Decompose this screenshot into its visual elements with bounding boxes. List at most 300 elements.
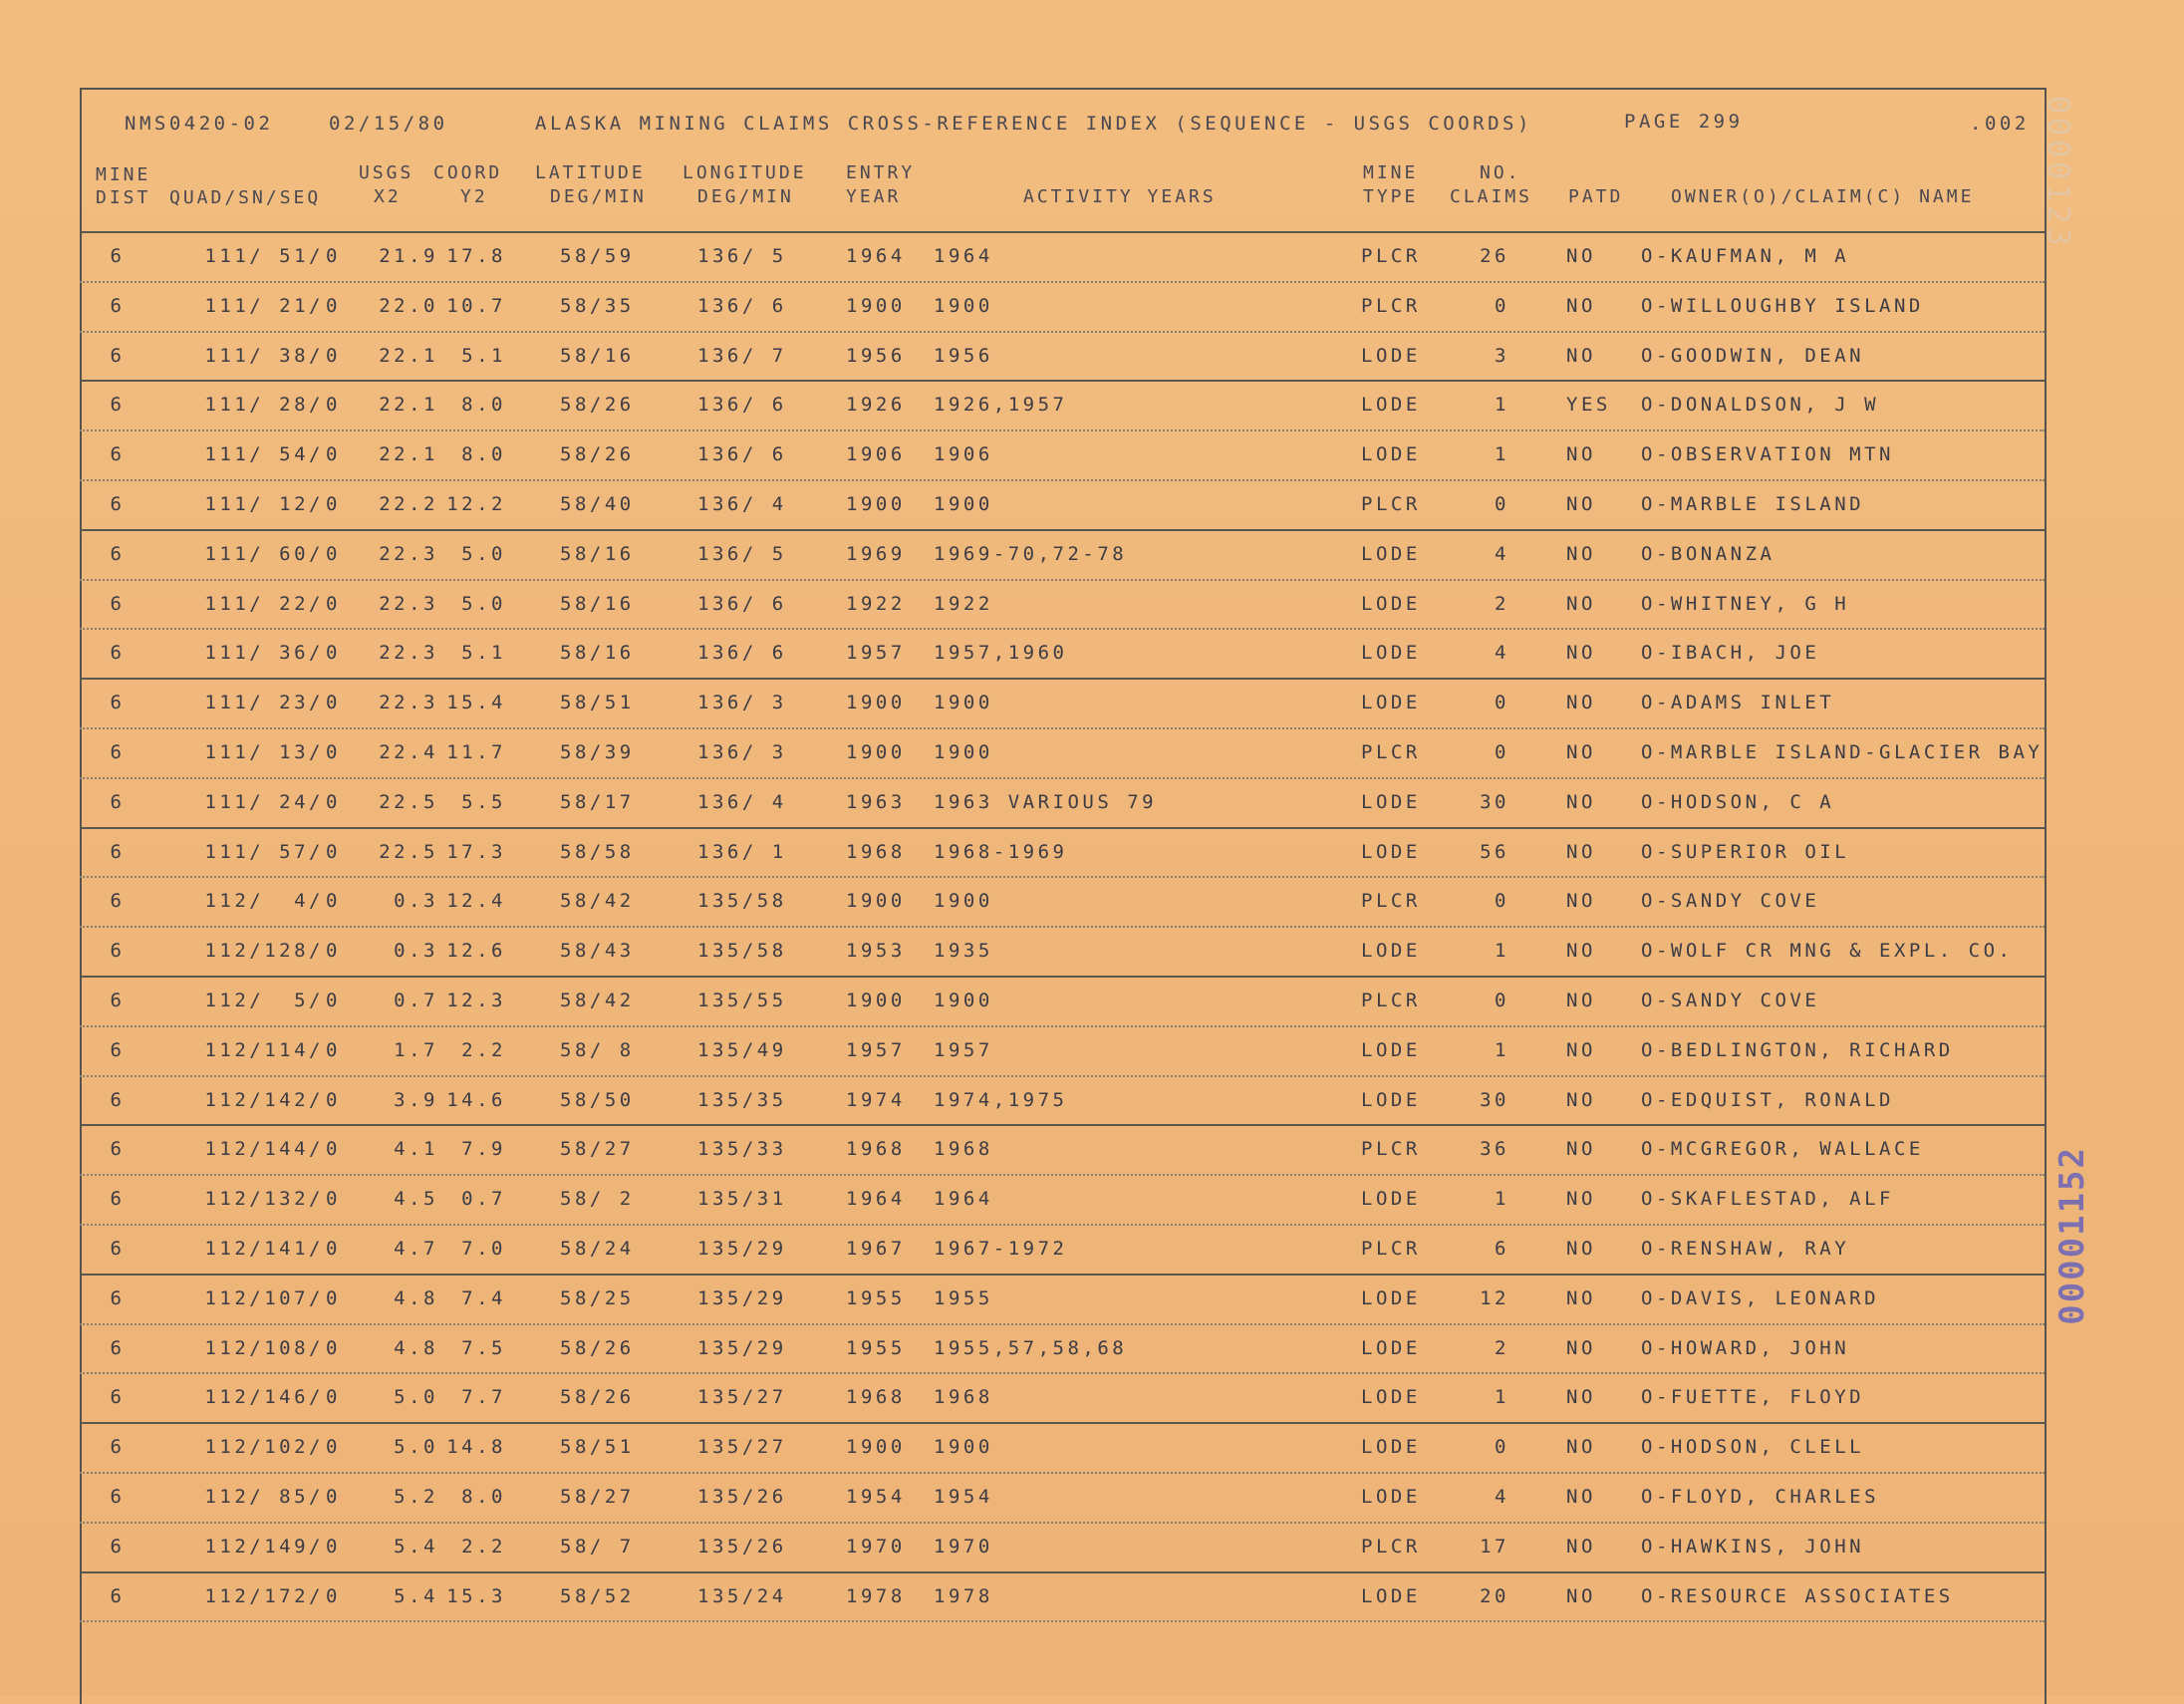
cell-type: PLCR [1361, 1238, 1421, 1260]
cell-lon: 136/ 3 [697, 741, 787, 763]
cell-entry: 1964 [846, 245, 906, 267]
cell-owner: O-KAUFMAN, M A [1641, 245, 1850, 267]
cell-patd: NO [1566, 990, 1596, 1011]
table-row [0, 333, 2184, 383]
cell-type: LODE [1361, 840, 1421, 863]
cell-dist: 6 [110, 542, 126, 565]
cell-owner: O-RENSHAW, RAY [1641, 1238, 1850, 1260]
cell-claims: 0 [1495, 294, 1509, 317]
cell-y2: 12.3 [446, 990, 506, 1011]
cell-lat: 58/51 [560, 692, 635, 714]
cell-type: PLCR [1361, 1138, 1421, 1161]
cell-lat: 58/26 [560, 1336, 635, 1359]
cell-entry: 1968 [846, 840, 906, 863]
cell-lon: 135/27 [697, 1436, 787, 1459]
cell-entry: 1955 [846, 1286, 906, 1309]
cell-type: LODE [1361, 344, 1421, 367]
cell-dist: 6 [110, 642, 126, 665]
cell-y2: 14.6 [446, 1088, 506, 1111]
cell-lon: 135/26 [697, 1486, 787, 1508]
cell-entry: 1957 [846, 1038, 906, 1061]
cell-owner: O-WILLOUGHBY ISLAND [1641, 294, 1924, 317]
report-code: .002 [1970, 113, 2030, 135]
cell-lat: 58/51 [560, 1436, 635, 1459]
col-x2: X2 [374, 186, 402, 207]
cell-lat: 58/50 [560, 1088, 635, 1111]
cell-entry: 1968 [846, 1386, 906, 1409]
cell-activity: 1954 [934, 1486, 993, 1508]
cell-entry: 1900 [846, 890, 906, 913]
cell-patd: NO [1566, 542, 1596, 565]
cell-lon: 136/ 4 [697, 493, 787, 515]
cell-owner: O-SUPERIOR OIL [1641, 840, 1850, 863]
cell-claims: 1 [1495, 443, 1509, 466]
cell-activity: 1906 [934, 443, 993, 466]
cell-type: LODE [1361, 940, 1421, 963]
cell-seq: 0 [326, 1336, 341, 1359]
cell-seq: 0 [326, 1584, 341, 1607]
cell-seq: 0 [326, 741, 341, 763]
cell-dist: 6 [110, 840, 126, 863]
col-latitude: LATITUDE [535, 162, 646, 183]
cell-lon: 136/ 6 [697, 294, 787, 317]
cell-entry: 1900 [846, 294, 906, 317]
cell-x2: 21.9 [379, 245, 438, 267]
cell-type: PLCR [1361, 294, 1421, 317]
cell-owner: O-HODSON, C A [1641, 790, 1835, 813]
cell-entry: 1954 [846, 1486, 906, 1508]
cell-activity: 1900 [934, 741, 993, 763]
cell-patd: NO [1566, 940, 1596, 963]
cell-type: LODE [1361, 1436, 1421, 1459]
cell-dist: 6 [110, 790, 126, 813]
cell-seq: 0 [326, 1436, 341, 1459]
cell-claims: 30 [1480, 790, 1509, 813]
col-coord: COORD [433, 162, 503, 183]
cell-dist: 6 [110, 1138, 126, 1161]
table-row [0, 1027, 2184, 1077]
cell-lon: 136/ 3 [697, 692, 787, 714]
cell-claims: 36 [1480, 1138, 1509, 1161]
cell-y2: 15.4 [446, 692, 506, 714]
cell-x2: 4.8 [394, 1286, 438, 1309]
table-row [0, 878, 2184, 928]
cell-quad: 111/ 24/ [204, 790, 324, 813]
cell-seq: 0 [326, 1238, 341, 1260]
cell-quad: 112/ 85/ [204, 1486, 324, 1508]
cell-y2: 12.2 [446, 493, 506, 515]
cell-y2: 5.1 [461, 642, 506, 665]
cell-type: PLCR [1361, 741, 1421, 763]
cell-x2: 0.3 [394, 890, 438, 913]
row-rule [80, 1620, 2045, 1622]
cell-x2: 22.3 [379, 542, 438, 565]
col-claims-1: NO. [1480, 162, 1521, 183]
cell-seq: 0 [326, 1486, 341, 1508]
cell-lon: 135/27 [697, 1386, 787, 1409]
table-row [0, 829, 2184, 879]
col-patd: PATD [1568, 186, 1624, 207]
cell-dist: 6 [110, 890, 126, 913]
cell-activity: 1922 [934, 592, 993, 615]
cell-owner: O-EDQUIST, RONALD [1641, 1088, 1894, 1111]
cell-entry: 1964 [846, 1188, 906, 1211]
table-row [0, 382, 2184, 431]
cell-x2: 0.3 [394, 940, 438, 963]
cell-lat: 58/59 [560, 245, 635, 267]
cell-x2: 1.7 [394, 1038, 438, 1061]
cell-y2: 7.7 [461, 1386, 506, 1409]
cell-lat: 58/17 [560, 790, 635, 813]
cell-quad: 112/142/ [204, 1088, 324, 1111]
cell-seq: 0 [326, 394, 341, 417]
cell-owner: O-HOWARD, JOHN [1641, 1336, 1850, 1359]
cell-x2: 22.1 [379, 394, 438, 417]
cell-owner: O-IBACH, JOE [1641, 642, 1820, 665]
cell-dist: 6 [110, 344, 126, 367]
col-quad: QUAD/SN/SEQ [169, 187, 322, 208]
cell-patd: NO [1566, 790, 1596, 813]
cell-entry: 1963 [846, 790, 906, 813]
cell-dist: 6 [110, 1286, 126, 1309]
cell-dist: 6 [110, 1188, 126, 1211]
cell-seq: 0 [326, 592, 341, 615]
col-mine-type-1: MINE [1363, 162, 1419, 183]
cell-x2: 22.2 [379, 493, 438, 515]
cell-dist: 6 [110, 245, 126, 267]
cell-activity: 1926,1957 [934, 394, 1068, 417]
cell-activity: 1900 [934, 990, 993, 1011]
col-mine-dist-2: DIST [96, 187, 151, 208]
cell-owner: O-SANDY COVE [1641, 990, 1820, 1011]
cell-patd: NO [1566, 1535, 1596, 1558]
page-number-stamp: 00001152 [2052, 1146, 2092, 1325]
table-row [0, 1176, 2184, 1226]
cell-seq: 0 [326, 1038, 341, 1061]
cell-quad: 111/ 13/ [204, 741, 324, 763]
cell-y2: 12.4 [446, 890, 506, 913]
cell-dist: 6 [110, 1436, 126, 1459]
table-row [0, 729, 2184, 779]
cell-quad: 111/ 60/ [204, 542, 324, 565]
cell-dist: 6 [110, 1238, 126, 1260]
cell-activity: 1968 [934, 1386, 993, 1409]
cell-claims: 2 [1495, 1336, 1509, 1359]
cell-y2: 15.3 [446, 1584, 506, 1607]
cell-lat: 58/42 [560, 890, 635, 913]
table-row [0, 680, 2184, 729]
cell-claims: 1 [1495, 1038, 1509, 1061]
cell-lon: 135/33 [697, 1138, 787, 1161]
cell-patd: NO [1566, 1584, 1596, 1607]
table-row [0, 233, 2184, 283]
cell-entry: 1970 [846, 1535, 906, 1558]
cell-seq: 0 [326, 493, 341, 515]
cell-lon: 136/ 6 [697, 394, 787, 417]
cell-x2: 5.4 [394, 1584, 438, 1607]
cell-quad: 112/128/ [204, 940, 324, 963]
cell-lat: 58/39 [560, 741, 635, 763]
cell-lat: 58/26 [560, 394, 635, 417]
cell-quad: 111/ 51/ [204, 245, 324, 267]
cell-claims: 1 [1495, 1386, 1509, 1409]
cell-quad: 111/ 22/ [204, 592, 324, 615]
cell-lat: 58/40 [560, 493, 635, 515]
cell-y2: 0.7 [461, 1188, 506, 1211]
table-row [0, 1474, 2184, 1524]
cell-type: LODE [1361, 790, 1421, 813]
cell-dist: 6 [110, 940, 126, 963]
cell-patd: YES [1566, 394, 1611, 417]
cell-lat: 58/27 [560, 1138, 635, 1161]
cell-lon: 135/58 [697, 940, 787, 963]
cell-activity: 1900 [934, 692, 993, 714]
report-title: ALASKA MINING CLAIMS CROSS-REFERENCE INDEX (SEQUENCE - USGS COORDS) [535, 113, 1532, 135]
cell-patd: NO [1566, 1188, 1596, 1211]
cell-patd: NO [1566, 592, 1596, 615]
cell-type: PLCR [1361, 245, 1421, 267]
cell-owner: O-WOLF CR MNG & EXPL. CO. [1641, 940, 2014, 963]
cell-quad: 112/102/ [204, 1436, 324, 1459]
cell-dist: 6 [110, 493, 126, 515]
cell-entry: 1956 [846, 344, 906, 367]
cell-dist: 6 [110, 1336, 126, 1359]
cell-x2: 0.7 [394, 990, 438, 1011]
cell-type: LODE [1361, 443, 1421, 466]
cell-owner: O-MARBLE ISLAND-GLACIER BAY [1641, 741, 2044, 763]
cell-activity: 1900 [934, 1436, 993, 1459]
cell-lat: 58/35 [560, 294, 635, 317]
cell-type: LODE [1361, 394, 1421, 417]
cell-y2: 5.0 [461, 542, 506, 565]
table-row [0, 928, 2184, 978]
col-longitude: LONGITUDE [682, 162, 807, 183]
cell-seq: 0 [326, 294, 341, 317]
table-row [0, 630, 2184, 680]
cell-activity: 1957,1960 [934, 642, 1068, 665]
cell-activity: 1978 [934, 1584, 993, 1607]
cell-y2: 7.4 [461, 1286, 506, 1309]
table-row [0, 1325, 2184, 1375]
cell-lon: 135/35 [697, 1088, 787, 1111]
cell-claims: 4 [1495, 1486, 1509, 1508]
cell-activity: 1963 VARIOUS 79 [934, 790, 1158, 813]
table-row [0, 1276, 2184, 1325]
table-row [0, 283, 2184, 333]
cell-owner: O-SANDY COVE [1641, 890, 1820, 913]
cell-x2: 22.1 [379, 443, 438, 466]
cell-claims: 0 [1495, 493, 1509, 515]
cell-claims: 20 [1480, 1584, 1509, 1607]
cell-type: LODE [1361, 692, 1421, 714]
cell-quad: 112/141/ [204, 1238, 324, 1260]
cell-y2: 17.8 [446, 245, 506, 267]
cell-quad: 112/149/ [204, 1535, 324, 1558]
cell-entry: 1900 [846, 741, 906, 763]
cell-owner: O-HODSON, CLELL [1641, 1436, 1865, 1459]
cell-lon: 135/31 [697, 1188, 787, 1211]
cell-activity: 1968 [934, 1138, 993, 1161]
cell-seq: 0 [326, 542, 341, 565]
cell-patd: NO [1566, 1088, 1596, 1111]
cell-x2: 22.3 [379, 642, 438, 665]
cell-claims: 0 [1495, 990, 1509, 1011]
cell-x2: 22.5 [379, 790, 438, 813]
cell-owner: O-OBSERVATION MTN [1641, 443, 1894, 466]
cell-activity: 1956 [934, 344, 993, 367]
cell-quad: 112/146/ [204, 1386, 324, 1409]
cell-y2: 12.6 [446, 940, 506, 963]
cell-quad: 112/144/ [204, 1138, 324, 1161]
cell-lon: 136/ 5 [697, 245, 787, 267]
cell-dist: 6 [110, 1535, 126, 1558]
cell-seq: 0 [326, 245, 341, 267]
cell-quad: 112/107/ [204, 1286, 324, 1309]
table-row [0, 431, 2184, 481]
cell-owner: O-BONANZA [1641, 542, 1775, 565]
cell-entry: 1900 [846, 1436, 906, 1459]
cell-claims: 1 [1495, 394, 1509, 417]
cell-entry: 1957 [846, 642, 906, 665]
cell-patd: NO [1566, 840, 1596, 863]
cell-owner: O-HAWKINS, JOHN [1641, 1535, 1865, 1558]
cell-y2: 7.5 [461, 1336, 506, 1359]
cell-x2: 22.5 [379, 840, 438, 863]
cell-lat: 58/42 [560, 990, 635, 1011]
cell-quad: 111/ 12/ [204, 493, 324, 515]
cell-claims: 0 [1495, 890, 1509, 913]
cell-x2: 22.1 [379, 344, 438, 367]
cell-y2: 2.2 [461, 1038, 506, 1061]
table-row [0, 531, 2184, 581]
cell-activity: 1964 [934, 1188, 993, 1211]
cell-lat: 58/ 8 [560, 1038, 635, 1061]
cell-patd: NO [1566, 294, 1596, 317]
cell-dist: 6 [110, 394, 126, 417]
cell-lat: 58/ 2 [560, 1188, 635, 1211]
table-row [0, 1226, 2184, 1276]
cell-seq: 0 [326, 1188, 341, 1211]
cell-claims: 17 [1480, 1535, 1509, 1558]
cell-patd: NO [1566, 1436, 1596, 1459]
cell-entry: 1900 [846, 493, 906, 515]
cell-lon: 136/ 7 [697, 344, 787, 367]
cell-claims: 26 [1480, 245, 1509, 267]
table-row [0, 978, 2184, 1027]
cell-y2: 8.0 [461, 394, 506, 417]
cell-patd: NO [1566, 1238, 1596, 1260]
cell-patd: NO [1566, 1286, 1596, 1309]
table-row [0, 481, 2184, 531]
cell-dist: 6 [110, 741, 126, 763]
cell-lon: 135/29 [697, 1238, 787, 1260]
cell-y2: 5.5 [461, 790, 506, 813]
cell-activity: 1964 [934, 245, 993, 267]
cell-entry: 1967 [846, 1238, 906, 1260]
cell-claims: 4 [1495, 642, 1509, 665]
cell-entry: 1906 [846, 443, 906, 466]
cell-patd: NO [1566, 642, 1596, 665]
cell-x2: 22.3 [379, 592, 438, 615]
cell-y2: 11.7 [446, 741, 506, 763]
cell-quad: 111/ 57/ [204, 840, 324, 863]
cell-y2: 10.7 [446, 294, 506, 317]
cell-owner: O-FUETTE, FLOYD [1641, 1386, 1865, 1409]
cell-entry: 1900 [846, 692, 906, 714]
cell-dist: 6 [110, 1038, 126, 1061]
cell-lat: 58/27 [560, 1486, 635, 1508]
cell-y2: 8.0 [461, 443, 506, 466]
cell-y2: 2.2 [461, 1535, 506, 1558]
table-row [0, 1524, 2184, 1573]
cell-lat: 58/16 [560, 592, 635, 615]
cell-y2: 5.1 [461, 344, 506, 367]
cell-quad: 112/ 4/ [204, 890, 324, 913]
cell-lat: 58/24 [560, 1238, 635, 1260]
cell-patd: NO [1566, 443, 1596, 466]
cell-seq: 0 [326, 642, 341, 665]
cell-type: LODE [1361, 1336, 1421, 1359]
cell-x2: 4.1 [394, 1138, 438, 1161]
program-id: NMS0420-02 [125, 113, 274, 135]
cell-patd: NO [1566, 890, 1596, 913]
cell-type: PLCR [1361, 1535, 1421, 1558]
cell-seq: 0 [326, 1286, 341, 1309]
cell-activity: 1955,57,58,68 [934, 1336, 1128, 1359]
cell-lon: 136/ 4 [697, 790, 787, 813]
faint-margin-code: 0000123 [2041, 96, 2075, 250]
table-row [0, 1126, 2184, 1176]
cell-seq: 0 [326, 890, 341, 913]
col-owner: OWNER(O)/CLAIM(C) NAME [1671, 186, 1975, 207]
cell-type: PLCR [1361, 493, 1421, 515]
cell-claims: 4 [1495, 542, 1509, 565]
cell-dist: 6 [110, 592, 126, 615]
cell-dist: 6 [110, 1584, 126, 1607]
cell-owner: O-GOODWIN, DEAN [1641, 344, 1865, 367]
page-label: PAGE 299 [1624, 111, 1744, 133]
col-y2: Y2 [460, 186, 488, 207]
cell-lat: 58/ 7 [560, 1535, 635, 1558]
report-date: 02/15/80 [329, 113, 448, 135]
cell-claims: 6 [1495, 1238, 1509, 1260]
cell-x2: 22.0 [379, 294, 438, 317]
cell-claims: 0 [1495, 692, 1509, 714]
cell-claims: 56 [1480, 840, 1509, 863]
cell-lat: 58/52 [560, 1584, 635, 1607]
cell-lat: 58/58 [560, 840, 635, 863]
cell-seq: 0 [326, 990, 341, 1011]
col-entry-year: YEAR [846, 186, 902, 207]
cell-quad: 112/108/ [204, 1336, 324, 1359]
cell-seq: 0 [326, 344, 341, 367]
cell-y2: 17.3 [446, 840, 506, 863]
cell-activity: 1957 [934, 1038, 993, 1061]
cell-claims: 3 [1495, 344, 1509, 367]
cell-y2: 8.0 [461, 1486, 506, 1508]
cell-lat: 58/16 [560, 642, 635, 665]
cell-quad: 112/132/ [204, 1188, 324, 1211]
cell-dist: 6 [110, 692, 126, 714]
cell-x2: 22.3 [379, 692, 438, 714]
cell-dist: 6 [110, 443, 126, 466]
cell-lat: 58/16 [560, 344, 635, 367]
cell-claims: 2 [1495, 592, 1509, 615]
cell-x2: 3.9 [394, 1088, 438, 1111]
cell-y2: 7.9 [461, 1138, 506, 1161]
table-row [0, 1374, 2184, 1424]
cell-y2: 7.0 [461, 1238, 506, 1260]
